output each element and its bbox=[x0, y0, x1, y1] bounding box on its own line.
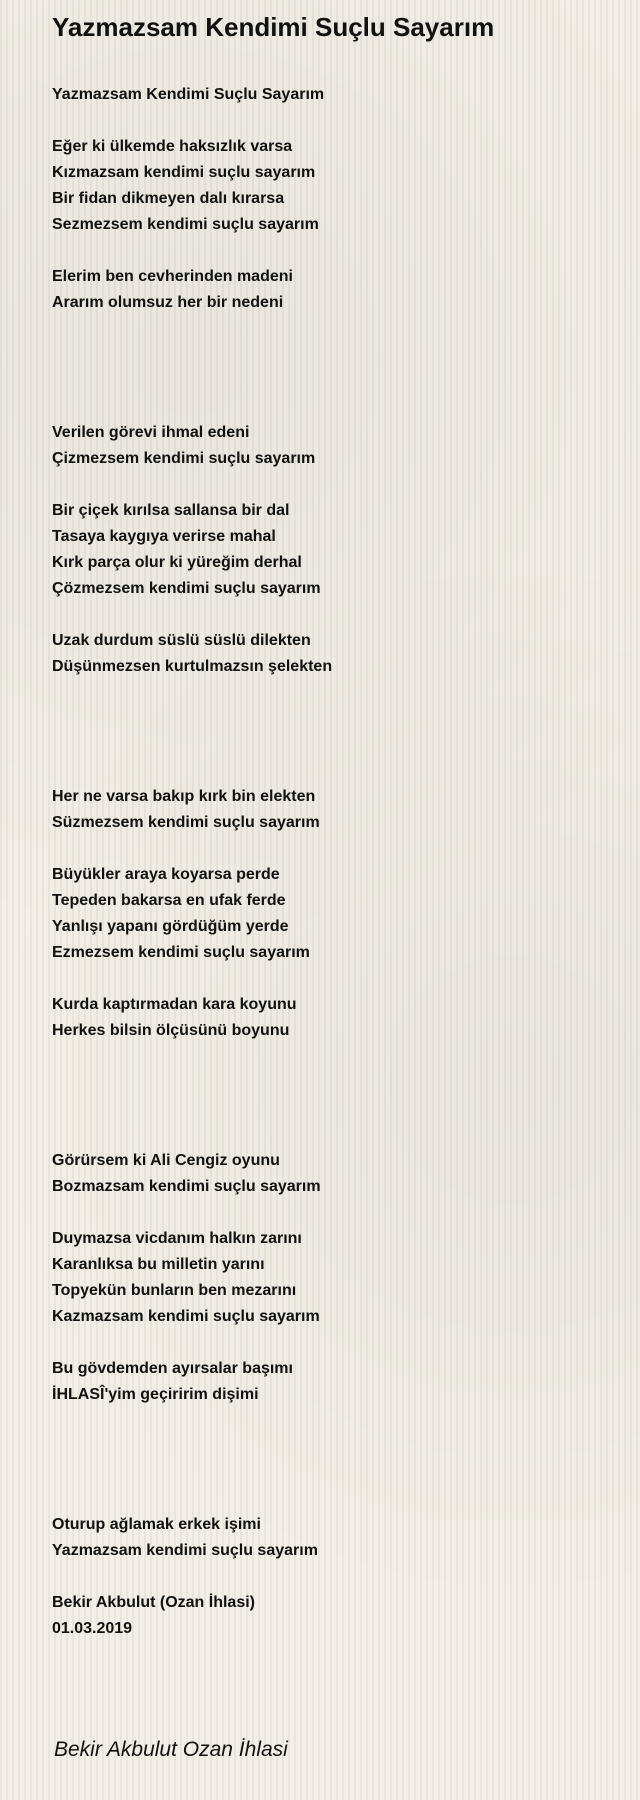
poem-heading: Yazmazsam Kendimi Suçlu Sayarım bbox=[52, 86, 325, 103]
poem-line: Çizmezsem kendimi suçlu sayarım bbox=[52, 450, 316, 467]
poem-line: Görürsem ki Ali Cengiz oyunu bbox=[52, 1152, 280, 1169]
stanza-gap bbox=[52, 680, 612, 784]
poem-line: Kırk parça olur ki yüreğim derhal bbox=[52, 554, 302, 571]
poem-body bbox=[52, 82, 612, 1642]
page-title: Yazmazsam Kendimi Suçlu Sayarım bbox=[52, 12, 495, 42]
stanza-gap bbox=[52, 472, 612, 498]
stanza-gap bbox=[52, 1564, 612, 1590]
poem-line: İHLASÎ'yim geçiririm dişimi bbox=[52, 1386, 259, 1403]
poem-line: Sezmezsem kendimi suçlu sayarım bbox=[52, 216, 319, 233]
poem-line: Süzmezsem kendimi suçlu sayarım bbox=[52, 814, 320, 831]
author-signature: Bekir Akbulut Ozan İhlasi bbox=[54, 1738, 288, 1761]
poem-line: Herkes bilsin ölçüsünü boyunu bbox=[52, 1022, 290, 1039]
poem-line: Bozmazsam kendimi suçlu sayarım bbox=[52, 1178, 321, 1195]
poem-line: Yazmazsam kendimi suçlu sayarım bbox=[52, 1542, 318, 1559]
stanza-gap bbox=[52, 966, 612, 992]
poem-line: Bu gövdemden ayırsalar başımı bbox=[52, 1360, 293, 1377]
poem-line: Elerim ben cevherinden madeni bbox=[52, 268, 293, 285]
stanza-gap bbox=[52, 1044, 612, 1148]
poem-line: Verilen görevi ihmal edeni bbox=[52, 424, 250, 441]
poem-line: Bir fidan dikmeyen dalı kırarsa bbox=[52, 190, 285, 207]
poem-line: Kurda kaptırmadan kara koyunu bbox=[52, 996, 297, 1013]
poem-line: Uzak durdum süslü süslü dilekten bbox=[52, 632, 311, 649]
poem-line: Yanlışı yapanı gördüğüm yerde bbox=[52, 918, 289, 935]
poem-line: Büyükler araya koyarsa perde bbox=[52, 866, 280, 883]
poem-line: Tepeden bakarsa en ufak ferde bbox=[52, 892, 286, 909]
poem-line: Bir çiçek kırılsa sallansa bir dal bbox=[52, 502, 290, 519]
poem-line: Kazmazsam kendimi suçlu sayarım bbox=[52, 1308, 320, 1325]
stanza-gap bbox=[52, 238, 612, 264]
poem-line: Tasaya kaygıya verirse mahal bbox=[52, 528, 276, 545]
poem-line: Ezmezsem kendimi suçlu sayarım bbox=[52, 944, 310, 961]
stanza-gap bbox=[52, 316, 612, 420]
poem-line: Karanlıksa bu milletin yarını bbox=[52, 1256, 265, 1273]
poem-line: Düşünmezsen kurtulmazsın şelekten bbox=[52, 658, 333, 675]
poem-line: Kızmazsam kendimi suçlu sayarım bbox=[52, 164, 316, 181]
stanza-gap bbox=[52, 108, 612, 134]
poem-line: Topyekün bunların ben mezarını bbox=[52, 1282, 297, 1299]
poem-line: Her ne varsa bakıp kırk bin elekten bbox=[52, 788, 316, 805]
poem-date: 01.03.2019 bbox=[52, 1620, 133, 1637]
stanza-gap bbox=[52, 836, 612, 862]
stanza-gap bbox=[52, 1330, 612, 1356]
stanza-gap bbox=[52, 602, 612, 628]
poem-line: Duymazsa vicdanım halkın zarını bbox=[52, 1230, 302, 1247]
poem-author: Bekir Akbulut (Ozan İhlasi) bbox=[52, 1594, 255, 1611]
stanza-gap bbox=[52, 1408, 612, 1512]
poem-line: Eğer ki ülkemde haksızlık varsa bbox=[52, 138, 293, 155]
stanza-gap bbox=[52, 1200, 612, 1226]
poem-line: Çözmezsem kendimi suçlu sayarım bbox=[52, 580, 321, 597]
poem-line: Ararım olumsuz her bir nedeni bbox=[52, 294, 284, 311]
poem-line: Oturup ağlamak erkek işimi bbox=[52, 1516, 261, 1533]
poem-page bbox=[52, 10, 612, 1642]
